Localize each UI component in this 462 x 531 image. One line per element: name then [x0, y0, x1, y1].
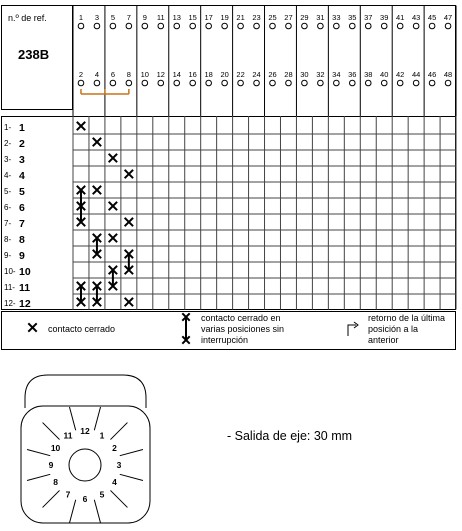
pin-label-top: 23 [252, 13, 261, 22]
terminal-pin-icon [142, 80, 148, 86]
position-index: 10- [4, 267, 16, 276]
dial-number: 6 [82, 494, 88, 504]
pin-label-top: 33 [332, 13, 341, 22]
legend-closed-text: contacto cerrado [48, 324, 116, 334]
pin-label-bottom: 24 [252, 70, 261, 79]
terminal-pin-icon [302, 23, 308, 29]
terminal-pin-icon [413, 80, 419, 86]
pin-label-top: 9 [142, 13, 147, 22]
dial-numbers [49, 426, 122, 504]
terminal-pin-icon [254, 80, 260, 86]
ref-code: 238B [18, 47, 50, 62]
terminal-pin-icon [413, 23, 419, 29]
terminal-pin-icon [190, 80, 196, 86]
terminal-pin-icon [222, 80, 228, 86]
terminal-pin-icon [397, 80, 403, 86]
pin-label-top: 31 [316, 13, 325, 22]
pin-label-bottom: 48 [443, 70, 453, 79]
terminal-pin-icon [238, 23, 244, 29]
position-grid [73, 116, 456, 310]
terminal-pin-icon [222, 23, 228, 29]
terminal-pin-icon [350, 23, 356, 29]
terminal-pin-icon [270, 80, 276, 86]
terminal-pin-icon [126, 23, 132, 29]
terminal-pin-icon [350, 80, 356, 86]
terminal-pin-icon [445, 80, 451, 86]
dial-tick [94, 407, 100, 430]
pin-label-bottom: 20 [220, 70, 229, 79]
dial-tick [27, 474, 50, 480]
terminal-pin-icon [78, 80, 84, 86]
pin-label-top: 17 [204, 13, 213, 22]
terminal-pin-icon [254, 23, 260, 29]
position-index: 8- [4, 235, 12, 244]
terminal-pin-icon [318, 80, 324, 86]
dial-number: 5 [99, 489, 105, 500]
terminal-pin-icon [286, 23, 292, 29]
closed-contact-mark [125, 219, 132, 226]
pin-label-bottom: 44 [411, 70, 421, 79]
dial-number: 9 [48, 460, 54, 470]
position-label: 10 [19, 266, 31, 278]
terminal-pin-icon [190, 23, 196, 29]
dial-number: 3 [116, 460, 122, 470]
position-label: 7 [19, 218, 25, 230]
pin-label-top: 1 [78, 13, 84, 22]
legend-continuous [183, 313, 284, 345]
dial-number: 10 [50, 443, 61, 453]
dial-tick [69, 407, 75, 430]
dial-tick [69, 500, 75, 523]
terminal-pin-icon [286, 80, 292, 86]
terminal-pin-icon [158, 23, 164, 29]
pin-label-bottom: 8 [126, 70, 131, 79]
pin-label-bottom: 2 [78, 70, 84, 79]
pin-label-top: 3 [94, 13, 100, 22]
pin-label-bottom: 42 [396, 70, 405, 79]
dial-number: 1 [99, 430, 105, 441]
closed-contact-mark [109, 235, 116, 242]
contact-bridge [81, 89, 129, 94]
position-index: 4- [4, 171, 12, 180]
position-label: 6 [19, 202, 25, 214]
dial-number: 7 [65, 489, 71, 500]
position-index: 12- [4, 299, 16, 308]
pin-label-top: 41 [396, 13, 405, 22]
terminal-pin-icon [334, 80, 340, 86]
terminal-pin-icon [126, 80, 132, 86]
pin-label-bottom: 18 [204, 70, 213, 79]
terminal-pin-icon [110, 23, 116, 29]
dial-tick [94, 500, 100, 523]
pin-label-bottom: 12 [156, 70, 165, 79]
terminal-pin-icon [206, 23, 212, 29]
pin-label-bottom: 40 [380, 70, 389, 79]
pin-label-bottom: 34 [332, 70, 341, 79]
pin-label-top: 7 [126, 13, 131, 22]
terminal-pin-icon [238, 80, 244, 86]
pin-label-bottom: 6 [110, 70, 115, 79]
position-label: 1 [19, 122, 25, 134]
closed-contact-mark [109, 203, 116, 210]
ref-label: n.º de ref. [8, 13, 47, 23]
pin-label-bottom: 36 [348, 70, 357, 79]
position-label: 12 [19, 298, 31, 310]
position-label: 2 [19, 138, 25, 150]
terminal-pin-icon [142, 23, 148, 29]
closed-contact-mark [125, 171, 132, 178]
dial-number: 8 [53, 477, 58, 487]
pin-label-bottom: 30 [300, 70, 309, 79]
pin-label-top: 43 [411, 13, 421, 22]
dial-tick [27, 449, 50, 455]
pin-label-top: 5 [110, 13, 115, 22]
dial-tick [110, 423, 127, 440]
position-index: 7- [4, 219, 12, 228]
terminal-pin-icon [94, 80, 100, 86]
terminal-pin-icon [174, 80, 180, 86]
dial-number: 12 [80, 426, 90, 436]
shaft-output-label: - Salida de eje: 30 mm [227, 429, 353, 443]
pin-label-top: 21 [236, 13, 245, 22]
contact-header [2, 6, 456, 117]
pin-label-bottom: 4 [94, 70, 100, 79]
dial-tick [120, 474, 143, 480]
terminal-pin-icon [381, 80, 387, 86]
closed-contact-mark [93, 139, 100, 146]
position-label: 5 [19, 186, 25, 198]
legend-return [348, 313, 445, 345]
pin-label-top: 15 [188, 13, 197, 22]
return-arrow-icon [348, 325, 356, 336]
pin-label-top: 29 [300, 13, 309, 22]
legend-return-line3: anterior [368, 335, 399, 345]
terminal-pin-icon [94, 23, 100, 29]
pin-label-bottom: 38 [364, 70, 373, 79]
terminal-pin-icon [158, 80, 164, 86]
terminal-pin-icon [270, 23, 276, 29]
position-index: 5- [4, 187, 12, 196]
dial-tick [110, 490, 127, 507]
legend-continuous-line2: varias posiciones sin [201, 324, 285, 334]
pin-label-top: 11 [156, 13, 165, 22]
closed-contact-mark [109, 155, 116, 162]
pin-label-bottom: 46 [427, 70, 437, 79]
pin-label-top: 19 [220, 13, 229, 22]
terminal-pin-icon [302, 80, 308, 86]
pin-label-top: 25 [268, 13, 277, 22]
legend-return-line2: posición a la [368, 324, 419, 334]
pin-label-bottom: 28 [284, 70, 293, 79]
legend-closed [29, 324, 115, 334]
pin-label-top: 47 [443, 13, 453, 22]
dial-shaft-hole [69, 449, 101, 481]
pin-label-top: 39 [380, 13, 389, 22]
terminal-pin-icon [429, 23, 435, 29]
terminal-pin-icon [174, 23, 180, 29]
pin-label-bottom: 16 [188, 70, 197, 79]
terminal-pin-icon [381, 23, 387, 29]
terminal-pin-icon [78, 23, 84, 29]
closed-contact-mark [77, 123, 84, 130]
terminal-pin-icon [397, 23, 403, 29]
position-label: 4 [19, 170, 25, 182]
terminal-pin-icon [445, 23, 451, 29]
terminal-pin-icon [365, 80, 371, 86]
position-index: 11- [4, 283, 15, 292]
position-index: 9- [4, 251, 12, 260]
dial-number: 2 [112, 443, 117, 453]
position-label: 8 [19, 234, 25, 246]
legend-return-line1: retorno de la última [368, 313, 446, 323]
pin-label-top: 45 [427, 13, 437, 22]
position-label: 3 [19, 154, 25, 166]
pin-label-top: 27 [284, 13, 293, 22]
legend-continuous-line1: contacto cerrado en [201, 313, 281, 323]
pin-label-bottom: 14 [172, 70, 181, 79]
pin-label-top: 37 [364, 13, 373, 22]
dial-number: 4 [112, 477, 117, 487]
closed-contact-mark [93, 187, 100, 194]
dial-tick [43, 423, 60, 440]
position-label: 9 [19, 250, 25, 262]
dial-tick [120, 449, 143, 455]
terminal-pin-icon [334, 23, 340, 29]
position-labels [4, 122, 31, 310]
dial-tick [43, 490, 60, 507]
position-table-frame [2, 117, 456, 310]
dial-ticks [27, 407, 143, 523]
terminal-pin-icon [318, 23, 324, 29]
pin-label-top: 35 [348, 13, 357, 22]
closed-contact-mark [125, 299, 132, 306]
position-index: 2- [4, 139, 12, 148]
pin-label-bottom: 26 [268, 70, 277, 79]
terminal-pin-icon [429, 80, 435, 86]
pin-label-top: 13 [172, 13, 181, 22]
pin-label-bottom: 22 [236, 70, 245, 79]
terminal-pin-icon [206, 80, 212, 86]
pin-label-bottom: 32 [316, 70, 325, 79]
position-index: 1- [4, 123, 12, 132]
dial-number: 11 [63, 430, 73, 441]
position-index: 6- [4, 203, 12, 212]
position-index: 3- [4, 155, 12, 164]
pin-label-bottom: 10 [140, 70, 149, 79]
terminal-pin-icon [365, 23, 371, 29]
terminal-pin-icon [110, 80, 116, 86]
legend-continuous-line3: interrupción [201, 335, 249, 345]
position-label: 11 [19, 282, 31, 294]
